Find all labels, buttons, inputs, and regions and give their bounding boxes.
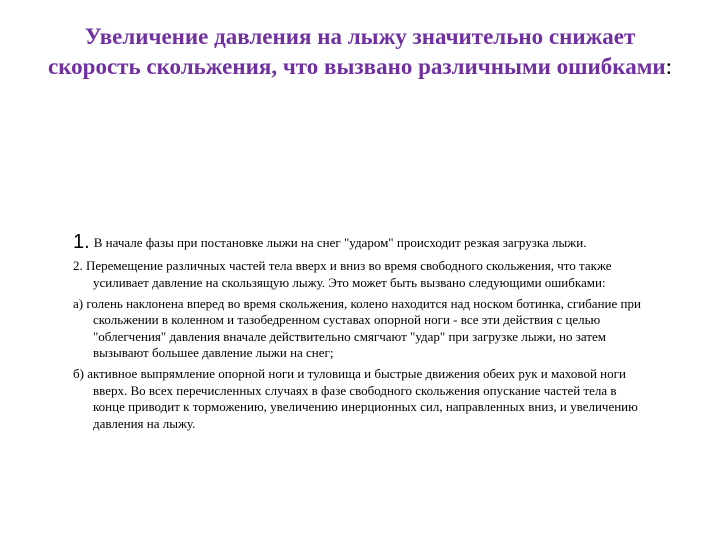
list-item-a: а) голень наклонена вперед во время скольжения, колено находится над носком ботинка, сгибание при скольжении в коленном и тазобедренном суставах опорной ноги - все эти действия с целью "облегчения" давления вначале действительно смягчают "удар" при загрузке лыжи, но затем вызывают большее давление лыжи на снег; <box>73 295 641 360</box>
list-item-b: б) активное выпрямление опорной ноги и туловища и быстрые движения обеих рук и маховой ноги вверх. Во всех перечисленных случаях в фазе свободного скольжения опускание частей тела в конце приводит к торможению, увеличению инерционных сил, направленных вниз, и увеличению давления на лыжу. <box>73 366 638 431</box>
list-item-2: 2. Перемещение различных частей тела вверх и вниз во время свободного скольжения, что также усиливает давление на скользящую лыжу. Это может быть вызвано следующими ошибками: <box>73 258 612 290</box>
list-item-1-text: В начале фазы при постановке лыжи на снег "ударом" происходит резкая загрузка лыжи. <box>93 235 587 250</box>
slide-body <box>73 232 643 437</box>
slide-title-colon: : <box>665 54 672 79</box>
slide-title <box>40 22 680 82</box>
slide-title-text: Увеличение давления на лыжу значительно снижает скорость скольжения, что вызвано различными ошибками <box>48 24 666 79</box>
list-item-1-number: 1. <box>73 231 90 253</box>
list-item-1 <box>73 232 643 252</box>
